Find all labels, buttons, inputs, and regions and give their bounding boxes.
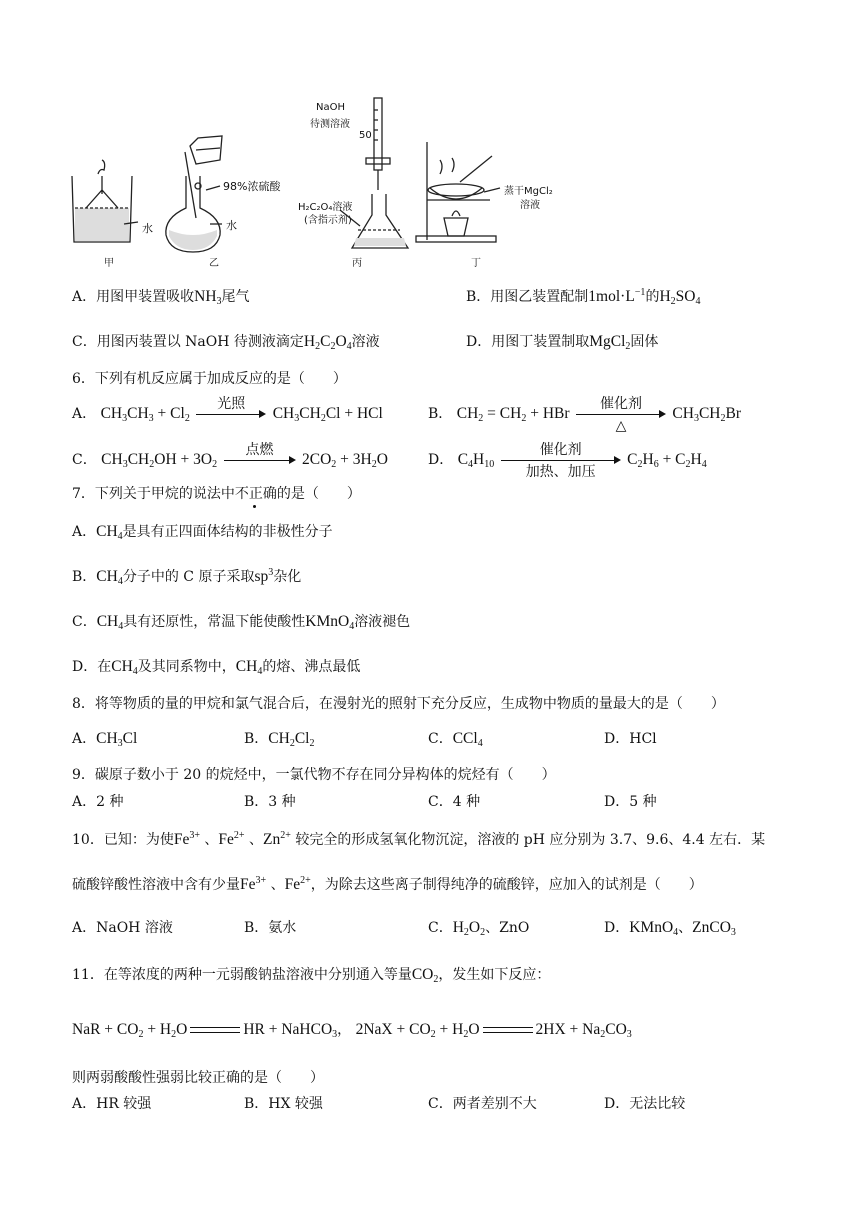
caption-ding: 丁	[471, 258, 481, 269]
beaker-apparatus	[72, 160, 138, 242]
label-daice: 待测溶液	[310, 119, 350, 130]
evaporation-apparatus	[416, 142, 500, 242]
q10-option-d: D．KMnO$_4$、ZnCO$_3$	[604, 919, 736, 938]
caption-bing: 丙	[352, 258, 362, 269]
label-acid: 98%浓硫酸	[223, 180, 281, 193]
flask-apparatus	[166, 136, 222, 252]
label-h2c2o4: H₂C₂O₄溶液	[298, 202, 353, 213]
q10-stem: 10．已知：为使$Fe^{3+}$ 、$Fe^{2+}$ 、$Zn^{2+}$ 较完全的形成氢氧化物沉淀，溶液的 pH 应分别为 3.7、9.6、4.4 左右．某	[72, 830, 766, 848]
label-mgcl2: 蒸干MgCl₂	[504, 186, 553, 197]
q9-option-c: C．4 种	[428, 794, 481, 810]
label-indicator: (含指示剂)	[304, 215, 352, 226]
label-water-1: 水	[142, 222, 153, 235]
caption-yi: 乙	[209, 258, 219, 269]
q8-option-b: B．$CH_2Cl_2$	[244, 730, 315, 749]
q6-option-d: D． $C_4H_{10}$ 催化剂 加热、加压 $C_2H_6 + C_2H_4$	[428, 442, 707, 480]
q6-option-a: A． $CH_3CH_3 + Cl_2$ 光照 $CH_3CH_2Cl$ + HCl	[72, 396, 383, 424]
q5-option-d: D．用图丁装置制取MgCl$_2$固体	[466, 333, 659, 352]
q10-option-a: A．NaOH 溶液	[72, 920, 173, 936]
q5-option-a: A．用图甲装置吸收$NH_3$尾气	[72, 288, 250, 307]
caption-jia: 甲	[104, 258, 114, 269]
emphasis-dot	[253, 505, 256, 508]
emphasis-not: 不	[234, 486, 249, 502]
label-naoh: NaOH	[316, 102, 345, 113]
q8-option-a: A．$CH_3Cl$	[72, 730, 138, 749]
q8-stem: 8．将等物质的量的甲烷和氯气混合后，在漫射光的照射下充分反应，生成物中物质的量最大的是（ ）	[72, 696, 725, 712]
q11-option-a: A．HR 较强	[72, 1096, 152, 1112]
q9-option-a: A．2 种	[72, 794, 124, 810]
q9-option-d: D．5 种	[604, 794, 657, 810]
q8-option-c: C．CCl$_4$	[428, 730, 483, 749]
q9-stem: 9．碳原子数小于 20 的烷烃中，一氯代物不存在同分异构体的烷烃有（ ）	[72, 767, 556, 783]
q7-option-d: D．在$CH_4$及其同系物中，$CH_4$的熔、沸点最低	[72, 658, 361, 677]
q7-option-c: C．$CH_4$具有还原性，常温下能使酸性KMnO$_4$溶液褪色	[72, 613, 411, 632]
q11-option-b: B．HX 较强	[244, 1096, 323, 1112]
q11-ask: 则两弱酸酸性强弱比较正确的是（ ）	[72, 1070, 324, 1086]
label-fifty: 50	[359, 130, 372, 141]
q6-stem: 6．下列有机反应属于加成反应的是（ ）	[72, 371, 347, 387]
q5-option-c: C．用图丙装置以 NaOH 待测液滴定$H_2C_2O_4$溶液	[72, 333, 380, 352]
q8-option-d: D．HCl	[604, 731, 657, 747]
q6-option-b: B． $CH_2 = CH_2$ + HBr 催化剂 △ $CH_3CH_2Br$	[428, 396, 742, 434]
q9-option-b: B．3 种	[244, 794, 296, 810]
label-solution: 溶液	[520, 200, 540, 211]
q7-option-b: B．$CH_4$分子中的 C 原子采取$sp^3$杂化	[72, 567, 302, 587]
label-water-2: 水	[226, 219, 237, 232]
q10-option-c: C．$H_2O_2$、ZnO	[428, 919, 530, 938]
q11-option-c: C．两者差别不大	[428, 1096, 537, 1112]
q5-option-b: B．用图乙装置配制$1mol\cdot L^{-1}$的$H_2SO_4$	[466, 287, 701, 307]
q7-option-a: A．$CH_4$是具有正四面体结构的非极性分子	[72, 523, 333, 542]
q7-stem: 7．下列关于甲烷的说法中不正确的是（ ）	[72, 486, 361, 502]
q11-equations: NaR + $CO_2 + H_2O$ HR + NaHCO$_3$， $2NaX + CO_2 + H_2O$ $2HX + Na_2CO_3$	[72, 1021, 632, 1040]
q6-option-c: C． $CH_3CH_2OH + 3O_2$ 点燃 $2CO_2 + 3H_2O$	[72, 442, 388, 470]
q11-stem: 11．在等浓度的两种一元弱酸钠盐溶液中分别通入等量$CO_2$，发生如下反应：	[72, 966, 551, 985]
q11-option-d: D．无法比较	[604, 1096, 686, 1112]
q10-option-b: B．氨水	[244, 920, 297, 936]
q10-stem-line2: 硫酸锌酸性溶液中含有少量$Fe^{3+}$ 、$Fe^{2+}$，为除去这些离子制得纯净的硫酸锌，应加入的试剂是（ ）	[72, 875, 703, 893]
